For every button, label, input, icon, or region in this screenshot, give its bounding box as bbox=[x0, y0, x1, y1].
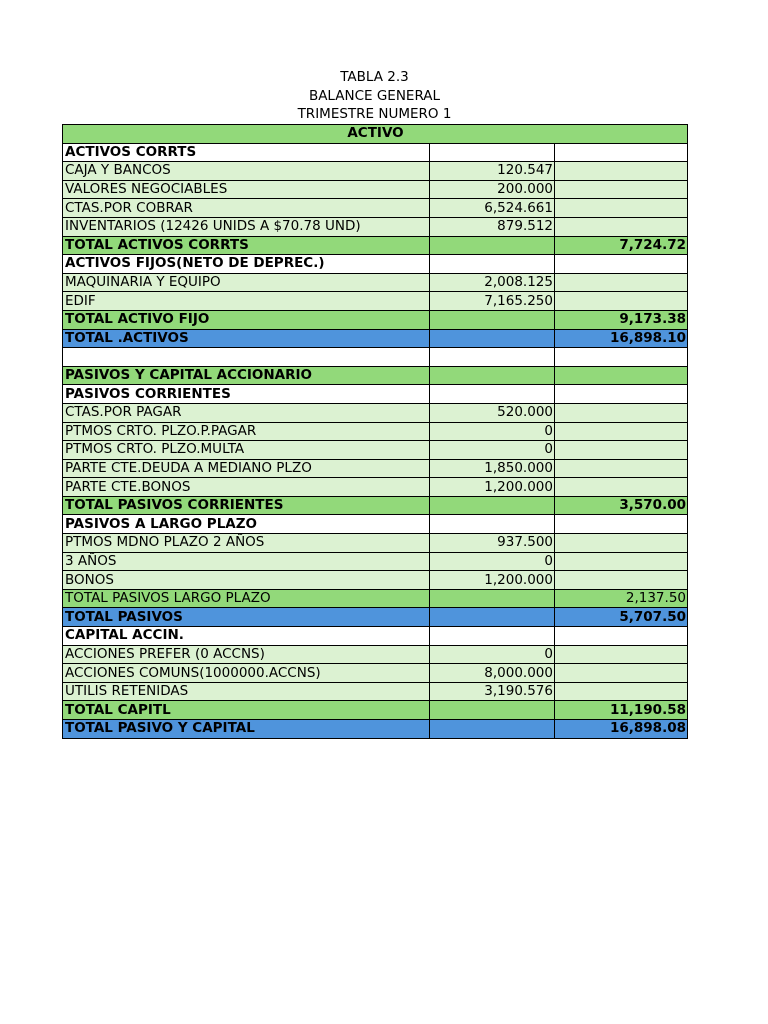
amount-cell: 879.512 bbox=[430, 217, 555, 236]
amount-cell bbox=[430, 366, 555, 385]
total-cell bbox=[555, 571, 688, 590]
amount-cell bbox=[430, 348, 555, 367]
row-label-cell: CAJA Y BANCOS bbox=[63, 162, 430, 181]
amount-cell bbox=[430, 329, 555, 348]
row-label-cell: PTMOS CRTO. PLZO.MULTA bbox=[63, 441, 430, 460]
table-row bbox=[63, 385, 688, 404]
row-label-cell: ACCIONES PREFER (0 ACCNS) bbox=[63, 645, 430, 664]
total-cell bbox=[555, 422, 688, 441]
table-row bbox=[63, 682, 688, 701]
amount-cell: 1,850.000 bbox=[430, 459, 555, 478]
total-cell: 2,137.50 bbox=[555, 589, 688, 608]
row-label-cell: PARTE CTE.DEUDA A MEDIANO PLZO bbox=[63, 459, 430, 478]
amount-cell: 200.000 bbox=[430, 180, 555, 199]
total-cell bbox=[555, 292, 688, 311]
table-row bbox=[63, 664, 688, 683]
amount-cell bbox=[430, 496, 555, 515]
total-cell: 9,173.38 bbox=[555, 310, 688, 329]
table-row bbox=[63, 496, 688, 515]
total-cell: 5,707.50 bbox=[555, 608, 688, 627]
row-label-cell: TOTAL PASIVOS bbox=[63, 608, 430, 627]
amount-cell: 0 bbox=[430, 422, 555, 441]
amount-cell: 3,190.576 bbox=[430, 682, 555, 701]
amount-cell: 1,200.000 bbox=[430, 571, 555, 590]
row-label-cell: ACTIVOS CORRTS bbox=[63, 143, 430, 162]
total-cell: 7,724.72 bbox=[555, 236, 688, 255]
table-row bbox=[63, 627, 688, 646]
table-row bbox=[63, 422, 688, 441]
total-cell bbox=[555, 180, 688, 199]
row-label-cell: PASIVOS CORRIENTES bbox=[63, 385, 430, 404]
amount-cell bbox=[430, 608, 555, 627]
amount-cell bbox=[430, 701, 555, 720]
amount-cell bbox=[430, 627, 555, 646]
amount-cell: 120.547 bbox=[430, 162, 555, 181]
table-row bbox=[63, 589, 688, 608]
amount-cell: 8,000.000 bbox=[430, 664, 555, 683]
amount-cell bbox=[430, 720, 555, 739]
amount-cell bbox=[430, 143, 555, 162]
amount-cell: 1,200.000 bbox=[430, 478, 555, 497]
row-label-cell: TOTAL .ACTIVOS bbox=[63, 329, 430, 348]
row-label-cell: PTMOS CRTO. PLZO.P.PAGAR bbox=[63, 422, 430, 441]
document-title: BALANCE GENERAL bbox=[308, 87, 441, 104]
table-row bbox=[63, 348, 688, 367]
table-row bbox=[63, 645, 688, 664]
total-cell bbox=[555, 627, 688, 646]
row-label-cell: PTMOS MDNO PLAZO 2 AÑOS bbox=[63, 534, 430, 553]
total-cell: 3,570.00 bbox=[555, 496, 688, 515]
amount-cell: 0 bbox=[430, 441, 555, 460]
row-label-cell: CAPITAL ACCIN. bbox=[63, 627, 430, 646]
table-row bbox=[63, 366, 688, 385]
row-label-cell: PASIVOS A LARGO PLAZO bbox=[63, 515, 430, 534]
row-label-cell: BONOS bbox=[63, 571, 430, 590]
total-cell bbox=[555, 143, 688, 162]
period-subtitle: TRIMESTRE NUMERO 1 bbox=[297, 106, 452, 122]
total-cell bbox=[555, 217, 688, 236]
table-row bbox=[63, 608, 688, 627]
row-label-cell: PASIVOS Y CAPITAL ACCIONARIO bbox=[63, 366, 430, 385]
amount-cell bbox=[430, 236, 555, 255]
total-cell bbox=[555, 403, 688, 422]
table-row bbox=[63, 329, 688, 348]
amount-cell: 7,165.250 bbox=[430, 292, 555, 311]
table-titles bbox=[62, 68, 687, 124]
amount-cell bbox=[430, 310, 555, 329]
total-cell bbox=[555, 199, 688, 218]
row-label-cell: TOTAL ACTIVO FIJO bbox=[63, 310, 430, 329]
total-cell bbox=[555, 162, 688, 181]
total-cell bbox=[555, 645, 688, 664]
table-row bbox=[63, 459, 688, 478]
row-label-cell: ACCIONES COMUNS(1000000.ACCNS) bbox=[63, 664, 430, 683]
row-label-cell: 3 AÑOS bbox=[63, 552, 430, 571]
table-row bbox=[63, 217, 688, 236]
row-label-cell: VALORES NEGOCIABLES bbox=[63, 180, 430, 199]
total-cell bbox=[555, 534, 688, 553]
amount-cell bbox=[430, 385, 555, 404]
table-row bbox=[63, 162, 688, 181]
table-row bbox=[63, 441, 688, 460]
total-cell bbox=[555, 441, 688, 460]
amount-cell: 2,008.125 bbox=[430, 273, 555, 292]
amount-cell: 937.500 bbox=[430, 534, 555, 553]
amount-cell: 520.000 bbox=[430, 403, 555, 422]
table-row bbox=[63, 199, 688, 218]
row-label-cell: TOTAL PASIVO Y CAPITAL bbox=[63, 720, 430, 739]
total-cell bbox=[555, 273, 688, 292]
amount-cell bbox=[430, 255, 555, 274]
balance-sheet-body bbox=[63, 125, 688, 739]
row-label-cell: PARTE CTE.BONOS bbox=[63, 478, 430, 497]
row-label-cell: TOTAL PASIVOS LARGO PLAZO bbox=[63, 589, 430, 608]
table-row bbox=[63, 255, 688, 274]
total-cell bbox=[555, 682, 688, 701]
table-row bbox=[63, 701, 688, 720]
row-label-cell: TOTAL PASIVOS CORRIENTES bbox=[63, 496, 430, 515]
row-label-cell: ACTIVOS FIJOS(NETO DE DEPREC.) bbox=[63, 255, 430, 274]
table-row bbox=[63, 720, 688, 739]
row-label-cell: TOTAL CAPITL bbox=[63, 701, 430, 720]
row-label-cell: MAQUINARIA Y EQUIPO bbox=[63, 273, 430, 292]
table-row bbox=[63, 515, 688, 534]
table-number: TABLA 2.3 bbox=[340, 69, 409, 85]
total-cell: 16,898.10 bbox=[555, 329, 688, 348]
total-cell bbox=[555, 459, 688, 478]
table-row bbox=[63, 292, 688, 311]
total-cell bbox=[555, 478, 688, 497]
total-cell: 11,190.58 bbox=[555, 701, 688, 720]
table-row bbox=[63, 571, 688, 590]
total-cell bbox=[555, 255, 688, 274]
row-label-cell: INVENTARIOS (12426 UNIDS A $70.78 UND) bbox=[63, 217, 430, 236]
row-label-cell: UTILIS RETENIDAS bbox=[63, 682, 430, 701]
table-row bbox=[63, 273, 688, 292]
row-label-cell bbox=[63, 348, 430, 367]
amount-cell bbox=[430, 515, 555, 534]
total-cell bbox=[555, 385, 688, 404]
amount-cell: 0 bbox=[430, 645, 555, 664]
amount-cell: 0 bbox=[430, 552, 555, 571]
table-row bbox=[63, 478, 688, 497]
amount-cell: 6,524.661 bbox=[430, 199, 555, 218]
table-row bbox=[63, 310, 688, 329]
table-row bbox=[63, 534, 688, 553]
total-cell bbox=[555, 366, 688, 385]
row-label-cell: CTAS.POR COBRAR bbox=[63, 199, 430, 218]
total-cell bbox=[555, 664, 688, 683]
row-label-cell: TOTAL ACTIVOS CORRTS bbox=[63, 236, 430, 255]
table-row bbox=[63, 236, 688, 255]
table-row bbox=[63, 403, 688, 422]
total-cell bbox=[555, 552, 688, 571]
row-label-cell: EDIF bbox=[63, 292, 430, 311]
table-row bbox=[63, 180, 688, 199]
row-label-cell: CTAS.POR PAGAR bbox=[63, 403, 430, 422]
total-cell bbox=[555, 348, 688, 367]
table-row bbox=[63, 125, 688, 144]
table-row bbox=[63, 143, 688, 162]
section-header-cell: ACTIVO bbox=[63, 125, 688, 144]
total-cell bbox=[555, 515, 688, 534]
balance-sheet-table bbox=[62, 124, 688, 739]
total-cell: 16,898.08 bbox=[555, 720, 688, 739]
table-row bbox=[63, 552, 688, 571]
amount-cell bbox=[430, 589, 555, 608]
